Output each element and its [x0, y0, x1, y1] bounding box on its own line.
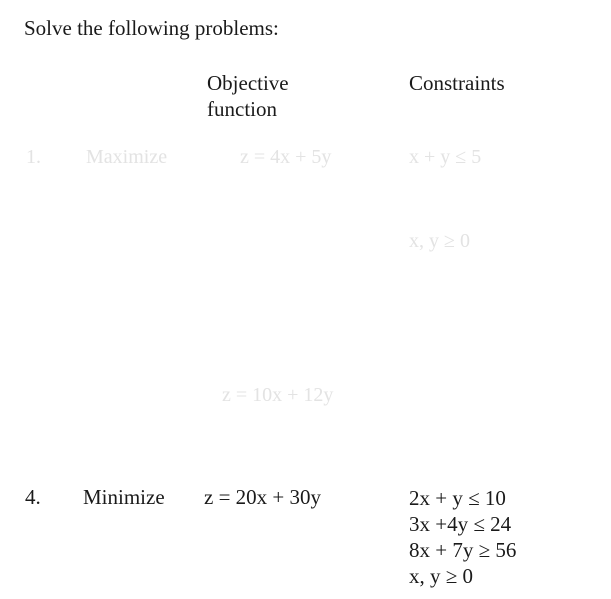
problem-number-4: 4.: [25, 485, 41, 509]
objective-function-4: z = 20x + 30y: [204, 485, 322, 509]
faded-objective-3: z = 10x + 12y: [222, 384, 334, 406]
page-heading: Solve the following problems:: [24, 16, 279, 40]
faded-problem-verb-1: Maximize: [86, 146, 168, 168]
faded-constraint-1a: x + y ≤ 5: [409, 146, 482, 168]
problem-verb-minimize: Minimize: [83, 485, 165, 509]
objective-function-column-header: [207, 70, 289, 122]
constraints-column-header: Constraints: [409, 71, 505, 95]
objective-header-line1: Objective: [207, 71, 289, 95]
objective-header-line2: function: [207, 97, 277, 121]
constraints-list-4: [409, 485, 516, 589]
constraint-2: 3x +4y ≤ 24: [409, 512, 512, 536]
constraint-1: 2x + y ≤ 10: [409, 486, 506, 510]
constraint-3: 8x + 7y ≥ 56: [409, 538, 517, 562]
faded-objective-1: z = 4x + 5y: [240, 146, 332, 168]
faded-constraint-1b: x, y ≥ 0: [409, 230, 470, 252]
constraint-4: x, y ≥ 0: [409, 564, 474, 588]
faded-problem-number-1: 1.: [26, 146, 41, 168]
